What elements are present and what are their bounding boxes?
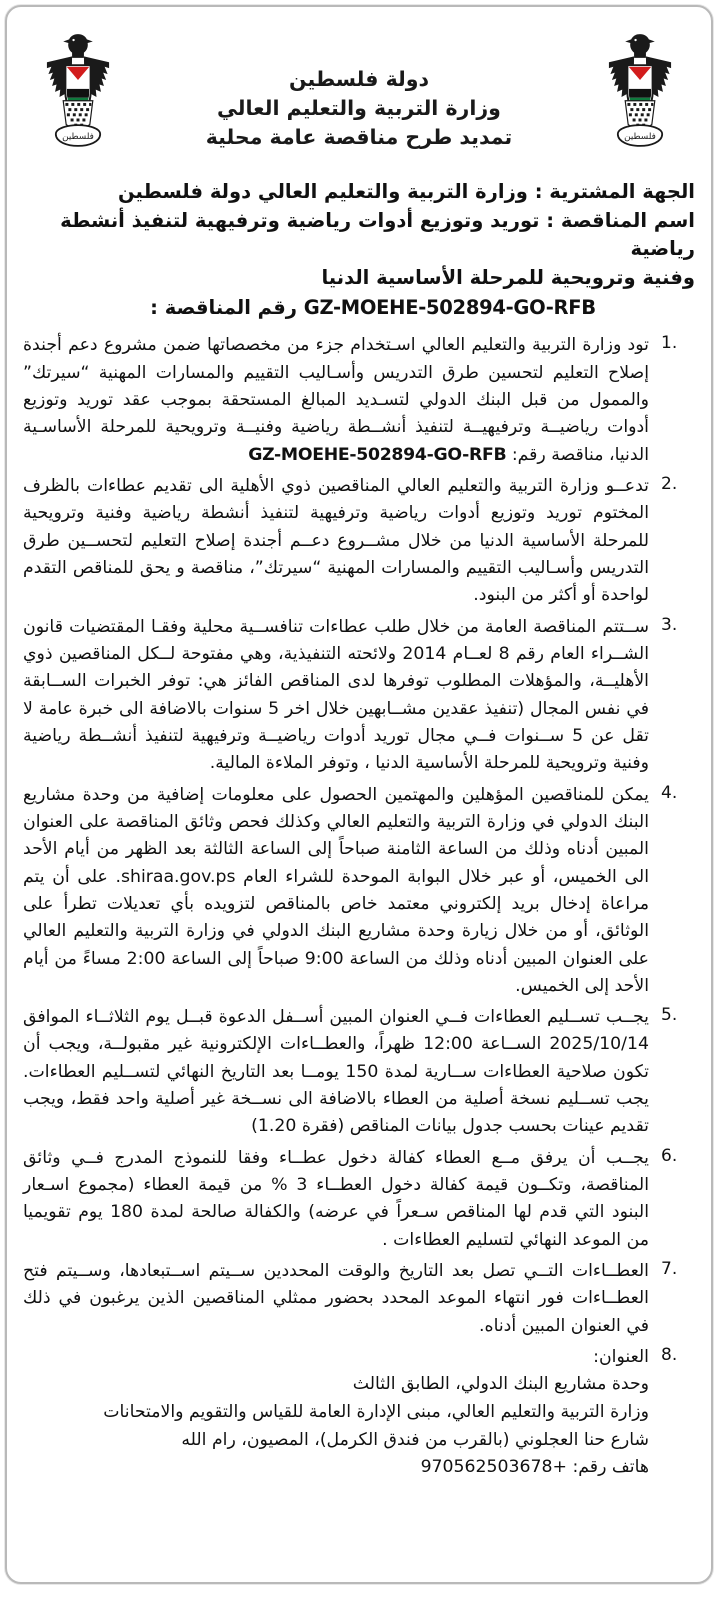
tender-number-label: رقم المناقصة : [150,295,297,319]
clause-text: يمكن للمناقصين المؤهلين والمهتمين الحصول على معلومات إضافية من وحدة مشاريع البنك الدولي في وزارة التربية والتعليم العالي وكذلك فحص وثائق المناقصة على العنوان المبين أدناه وذلك من الساعة الثامنة صباحاً إلى الساعة الثالثة بعد الظهر من أيام الأحد الى الخميس، أو عبر خلال البوابة الموحدة للشراء العام shiraa.gov.ps. على أن يتم مراعاة إدخال بريد إلكتروني معتمد خاص بالمناقص لتزويده بأي تعديلات تطرأ على الوثائق، أو من خلال زيارة وحدة مشاريع البنك الدولي في وزارة التربية والتعليم العالي على العنوان المبين أدناه وذلك من الساعة 9:00 صباحاً إلى الساعة 2:00 مساءً من أيام الأحد إلى الخميس. [23,784,649,996]
address-line: شارع حنا العجلوني (بالقرب من فندق الكرمل)، المصيون، رام الله [181,1429,649,1450]
masthead [23,21,695,176]
clause-item [23,332,695,469]
clause-item [23,1004,695,1141]
address-line: وزارة التربية والتعليم العالي، مبنى الإدارة العامة للقياس والتقويم والامتحانات [103,1402,649,1423]
clause-text: تدعــو وزارة التربية والتعليم العالي المناقصين ذوي الأهلية الى تقديم عطاءات بالظرف المختوم توريد وتوزيع أدوات رياضية وترفيهية لتنفيذ أنشطة رياضية وفنية وترويحية للمرحلة الأساسية الدنيا من خلال مشــروع دعــم أجندة إصلاح التعليم لتحســين طرق التدريس وأسـاليب التقييم والمسارات المهنية “سيرتك”، مناقصة و يحق للمناقص التقدم لواحدة أو أكثر من البنود. [23,475,649,606]
clause-text: يجــب تســليم العطاءات فــي العنوان المبين أســفل الدعوة قبــل يوم الثلاثــاء الموافق 2025/10/14 الســاعة 12:00 ظهراً، والعطــاءات الإلكترونية غير مقبولــة، ويجب أن تكون صلاحية العطاءات ســارية لمدة 150 يومــا بعد التاريخ النهائي لتســليم العطاءات. يجب تســليم نسخة أصلية من العطاء بالاضافة الى نســخة غير أصلية واحد فقط، ويجب تقديم عينات بحسب جدول بيانات المناقص (فقرة 1.20) [23,1007,649,1137]
buyer-entity: الجهة المشترية : وزارة التربية والتعليم العالي دولة فلسطين [117,180,695,203]
phone-line: هاتف رقم: +970562503678 [420,1457,649,1478]
tender-name-line-1: اسم المناقصة : توريد وتوزيع أدوات رياضية وترفيهية لتنفيذ أنشطة رياضية [60,208,695,261]
country-title: دولة فلسطين [289,67,429,91]
svg-text:فلسطين: فلسطين [62,132,94,143]
address-heading: العنوان: [593,1347,649,1368]
palestine-coat-of-arms-icon [41,29,115,171]
tender-number-row [23,294,695,323]
clause-text [23,332,649,469]
clause-item [23,1145,695,1254]
clause-text: ســتتم المناقصة العامة من خلال طلب عطاءات تنافســية محلية وفقـا المقتضيات قانون الشــراء العام رقم 8 لعــام 2014 ولائحته التنفيذية، وهي مفتوحة لــكل المناقصين ذوي الأهليــة، والمؤهلات المطلوب توفرها لدى المناقص الفائز هي: توفر الخبرات الســابقة في نفس المجال (تنفيذ عقدين مشــابهين خلال اخر 5 سنوات بالاضافة الى خبرة عامة لا تقل عن 5 ســنوات فــي مجال توريد أدوات رياضيــة وترفيهية لتنفيذ أنشــطة رياضية وفنية وترويحية للمرحلة الأساسية الدنيا ، وتوفر الملاءة المالية. [23,616,649,774]
ministry-title: وزارة التربية والتعليم العالي [217,96,501,121]
svg-text:فلسطين: فلسطين [624,132,656,143]
clause-item-address [23,1344,695,1482]
document-body [7,7,711,1582]
tender-name-line-2: وفنية وترويحية للمرحلة الأساسية الدنيا [321,265,695,289]
clause-body: تود وزارة التربية والتعليم العالي اسـتخدام جزء من مخصصاتها ضمن مشروع دعم أجندة إصلاح التعليم لتحسين طرق التدريس وأسـاليب التقييم والمسارات المهنية “سيرتك” والممول من قبل البنك الدولي لتسـديد المبالغ المستحقة بموجب عقد توريد وتوزيع أدوات رياضيــة وترفيهيــة لتنفيذ أنشــطة رياضية وفنيــة وترويحية للمرحلة الأساسـية الدنيا، مناقصة رقم: [23,335,649,465]
clause-item [23,782,695,1001]
clause-item [23,473,695,610]
document-title-block [133,65,585,152]
palestine-coat-of-arms-icon [603,29,677,171]
clause-list [23,332,695,1482]
tender-number-value: GZ-MOEHE-502894-GO-RFB [303,295,596,319]
clause-item [23,1258,695,1340]
tender-meta [23,178,695,322]
document-page [5,5,713,1584]
address-block [23,1371,649,1482]
clause-trailing-code: GZ-MOEHE-502894-GO-RFB [248,444,507,465]
notice-subject: تمديد طرح مناقصة عامة محلية [205,125,513,150]
address-line: وحدة مشاريع البنك الدولي، الطابق الثالث [352,1374,649,1395]
clause-item [23,614,695,778]
clause-text: العطــاءات التــي تصل بعد التاريخ والوقت المحددين ســيتم اســتبعادها، وســيتم فتح العطــاءات فور انتهاء الموعد المحدد بحضور ممثلي المناقصين الذين يرغبون في ذلك في العنوان المبين أدناه. [23,1261,649,1336]
clause-text: يجــب أن يرفق مــع العطاء كفالة دخول عطــاء وفقا للنموذج المدرج فــي وثائق المناقصة، وتكــون قيمة كفالة دخول العطــاء 3 % من قيمة العطاء (مجموع اسـعار البنود التي قدم لها المناقص سـعراً في عرضه) والكفالة صالحة لمدة 180 يوم تقويميا من الموعد النهائي لتسليم العطاءات . [23,1147,649,1250]
